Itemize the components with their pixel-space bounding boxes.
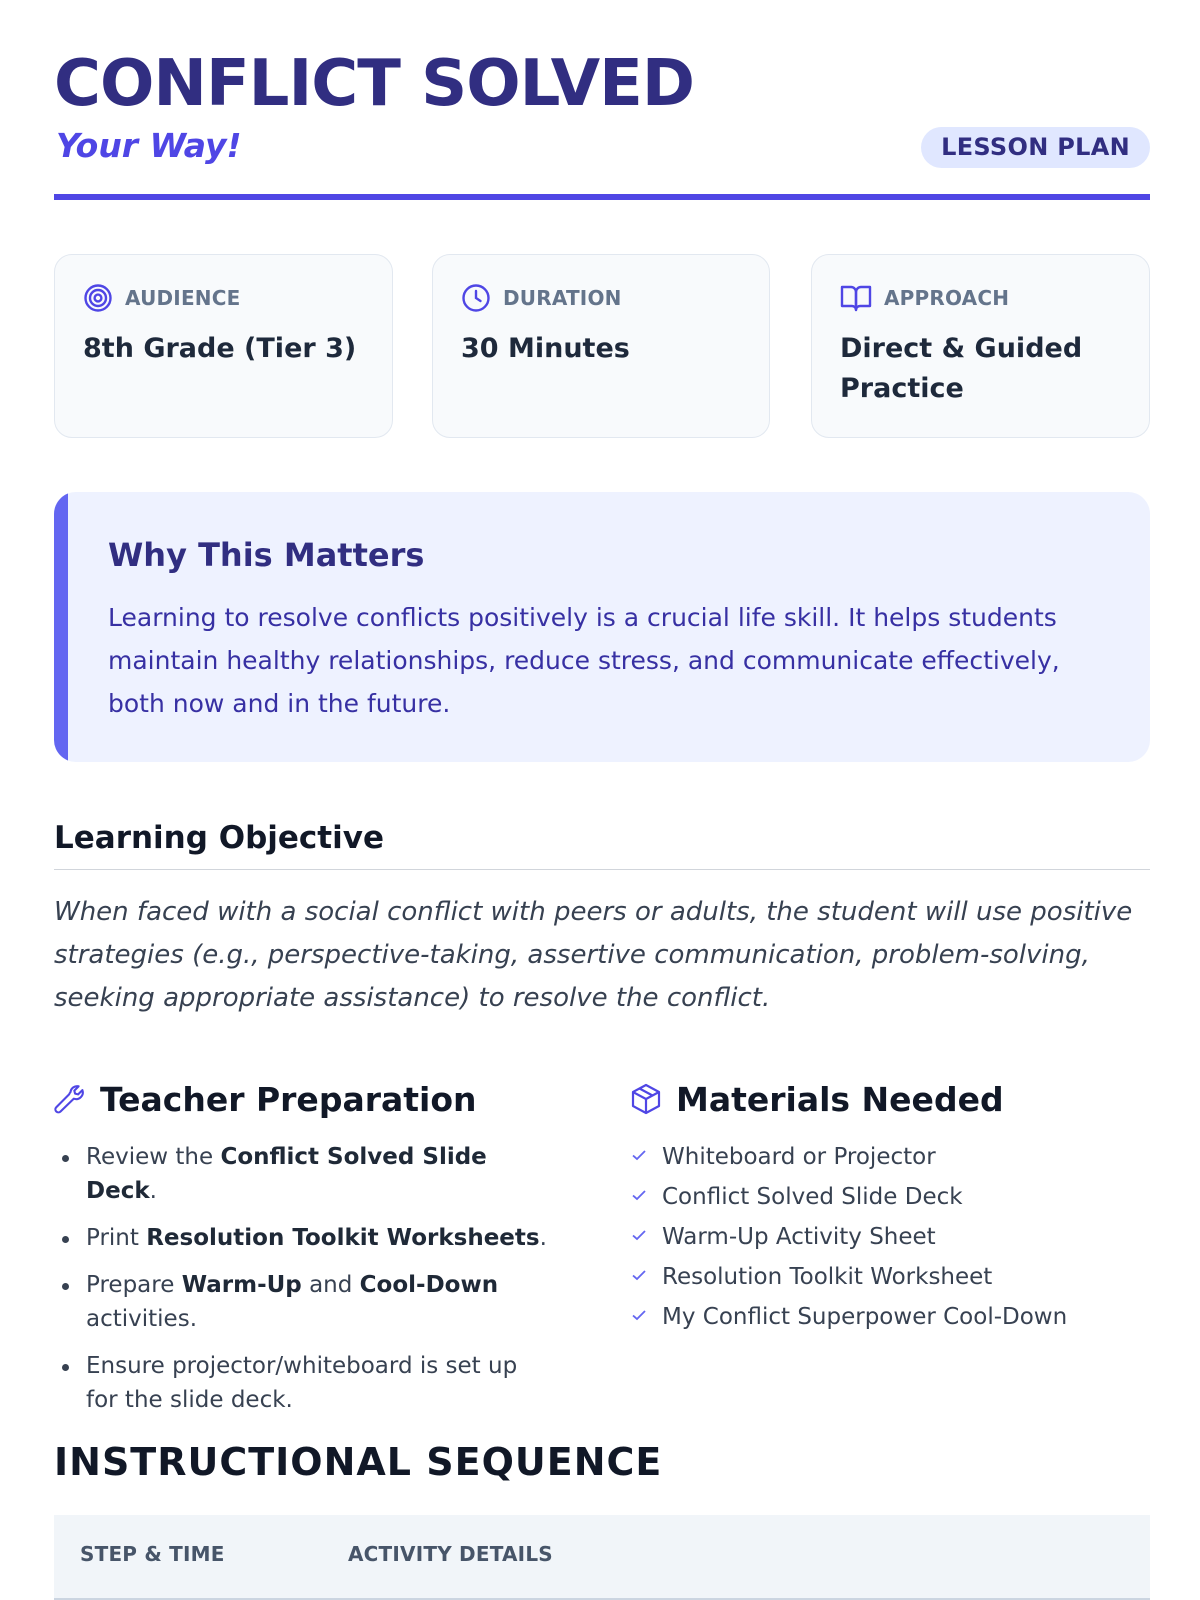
teacher-preparation-title: Teacher Preparation	[100, 1079, 477, 1119]
audience-value: 8th Grade (Tier 3)	[83, 333, 357, 364]
list-item: Whiteboard or Projector	[630, 1140, 1150, 1174]
duration-value: 30 Minutes	[461, 333, 630, 364]
list-item: My Conflict Superpower Cool-Down	[630, 1300, 1150, 1334]
duration-label: DURATION	[503, 286, 622, 310]
duration-card	[432, 254, 770, 438]
column-header-activity-details: ACTIVITY DETAILS	[348, 1542, 553, 1566]
audience-label: AUDIENCE	[125, 286, 241, 310]
approach-label: APPROACH	[884, 286, 1010, 310]
column-header-step-time: STEP & TIME	[80, 1542, 225, 1566]
sequence-table-header	[54, 1515, 1150, 1600]
why-title: Why This Matters	[108, 536, 425, 574]
teacher-preparation-section	[54, 1078, 554, 1430]
list-item: Ensure projector/whiteboard is set up for the slide deck.	[54, 1349, 554, 1417]
page-title: CONFLICT SOLVED	[54, 47, 694, 121]
check-icon	[630, 1300, 648, 1334]
page-subtitle: Your Way!	[56, 126, 242, 165]
list-item: Print Resolution Toolkit Worksheets.	[54, 1221, 554, 1255]
lesson-plan-page	[54, 0, 1150, 1566]
materials-needed-section	[630, 1078, 1150, 1340]
header	[54, 0, 1150, 202]
learning-objective-text: When faced with a social conflict with peers or adults, the student will use positive strategies (e.g., perspective-taking, assertive communication, problem-solving, seeking appropriate assistance) to resolve the conflict.	[54, 897, 1133, 1013]
why-this-matters-box	[54, 492, 1150, 762]
lesson-plan-badge: LESSON PLAN	[921, 127, 1150, 168]
instructional-sequence-title: INSTRUCTIONAL SEQUENCE	[54, 1440, 663, 1484]
check-icon	[630, 1140, 648, 1174]
wrench-icon	[54, 1083, 86, 1115]
clock-icon	[461, 283, 491, 313]
materials-needed-title: Materials Needed	[676, 1079, 1004, 1119]
approach-value: Direct & Guided Practice	[840, 333, 1083, 404]
check-icon	[630, 1220, 648, 1254]
header-divider	[54, 194, 1150, 200]
preparation-list	[54, 1140, 554, 1417]
learning-objective-title: Learning Objective	[54, 820, 384, 856]
info-cards	[54, 254, 1150, 438]
list-item: Resolution Toolkit Worksheet	[630, 1260, 1150, 1294]
target-icon	[83, 283, 113, 313]
list-item: Prepare Warm-Up and Cool-Down activities.	[54, 1268, 554, 1336]
book-open-icon	[840, 283, 872, 313]
approach-card	[811, 254, 1150, 438]
materials-list	[630, 1140, 1150, 1334]
audience-card	[54, 254, 393, 438]
why-text: Learning to resolve conflicts positively is a crucial life skill. It helps students maintain healthy relationships, reduce stress, and communicate effectively, both now and in the future.	[108, 603, 1060, 718]
list-item: Review the Conflict Solved Slide Deck.	[54, 1140, 554, 1208]
list-item: Conflict Solved Slide Deck	[630, 1180, 1150, 1214]
package-icon	[630, 1083, 662, 1115]
list-item: Warm-Up Activity Sheet	[630, 1220, 1150, 1254]
learning-objective-divider	[54, 869, 1150, 870]
check-icon	[630, 1180, 648, 1214]
why-accent-bar	[54, 492, 68, 762]
check-icon	[630, 1260, 648, 1294]
